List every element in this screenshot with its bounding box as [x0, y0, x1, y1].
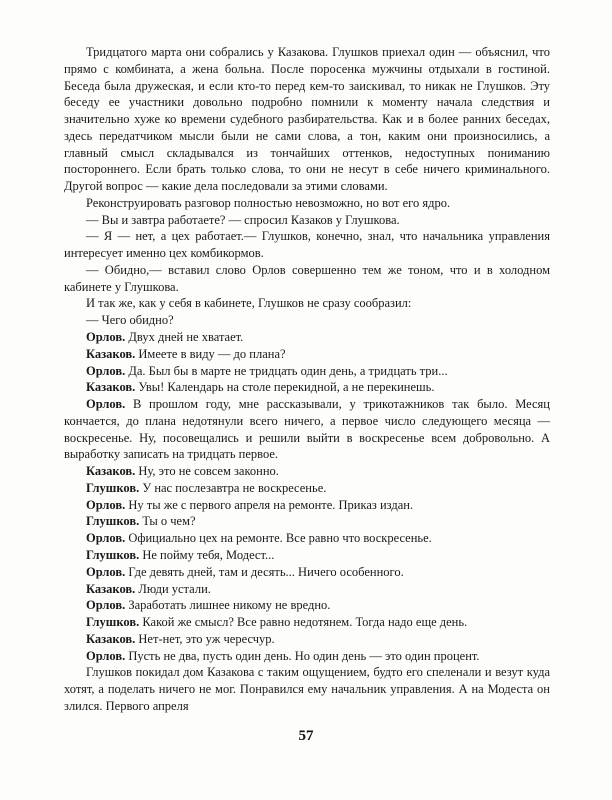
speaker-name: Орлов. — [86, 330, 126, 345]
paragraph-text: Официально цех на ремонте. Все равно что воскресенье. — [125, 531, 432, 546]
speaker-name: Орлов. — [86, 598, 126, 613]
paragraph — [64, 228, 550, 262]
speaker-name: Казаков. — [86, 631, 136, 646]
speaker-name: Орлов. — [86, 363, 126, 378]
paragraph-text: Какой же смысл? Все равно недотянем. Тогда надо еще день. — [139, 615, 468, 630]
paragraph-text: Да. Был бы в марте не тридцать один день, а тридцать три... — [125, 363, 448, 378]
speaker-name: Орлов. — [86, 564, 126, 579]
speaker-name: Орлов. — [86, 497, 126, 512]
paragraph — [64, 664, 550, 714]
dialogue-line — [64, 363, 550, 380]
paragraph-text: Не пойму тебя, Модест... — [139, 547, 275, 562]
paragraph-text: Нет-нет, это уж чересчур. — [135, 631, 275, 646]
paragraph-text: Глушков покидал дом Казакова с таким ощущением, будто его спеленали и везут куда хотят, а поделать ничего не мог. Понравился ему начальник управления. А на Модеста он злился. Первого апреля — [64, 665, 550, 713]
speaker-name: Орлов. — [86, 397, 126, 412]
dialogue-line — [64, 379, 550, 396]
speaker-name: Орлов. — [86, 531, 126, 546]
dialogue-line — [64, 614, 550, 631]
paragraph-text: Люди устали. — [135, 581, 211, 596]
dialogue-line — [64, 480, 550, 497]
paragraph-text: И так же, как у себя в кабинете, Глушков не сразу сообразил: — [86, 296, 412, 311]
page-number: 57 — [298, 728, 314, 744]
paragraph-text: — Обидно,— вставил слово Орлов совершенно тем же тоном, что и в холодном кабинете у Глушкова. — [64, 262, 550, 294]
speaker-name: Глушков. — [86, 615, 140, 630]
paragraph-text: Где девять дней, там и десять... Ничего особенного. — [125, 564, 404, 579]
dialogue-line — [64, 463, 550, 480]
paragraph-text: В прошлом году, мне рассказывали, у трикотажников так было. Месяц кончается, до плана недотянули всего ничего, а первое число следующего месяца — воскресенье. Ну, посовещались и решили выйти в воскресенье всем добровольно. А выработку записать на тридцать первое. — [64, 397, 550, 462]
paragraph — [64, 295, 550, 312]
speaker-name: Глушков. — [86, 480, 140, 495]
body-text — [64, 44, 550, 715]
speaker-name: Глушков. — [86, 514, 140, 529]
dialogue-line — [64, 396, 550, 463]
paragraph-text: — Вы и завтра работаете? — спросил Казаков у Глушкова. — [86, 212, 400, 227]
paragraph — [64, 195, 550, 212]
paragraph-text: Двух дней не хватает. — [125, 330, 244, 345]
speaker-name: Казаков. — [86, 581, 136, 596]
paragraph-text: Заработать лишнее никому не вредно. — [125, 598, 331, 613]
paragraph-text: У нас послезавтра не воскресенье. — [139, 480, 327, 495]
dialogue-line — [64, 329, 550, 346]
dialogue-line — [64, 564, 550, 581]
paragraph-text: — Чего обидно? — [86, 313, 174, 328]
paragraph — [64, 312, 550, 329]
paragraph — [64, 212, 550, 229]
dialogue-line — [64, 346, 550, 363]
paragraph-text: Ну ты же с первого апреля на ремонте. Приказ издан. — [125, 497, 414, 512]
paragraph-text: Ну, это не совсем законно. — [135, 464, 279, 479]
paragraph-text: Имеете в виду — до плана? — [135, 346, 286, 361]
paragraph-text: — Я — нет, а цех работает.— Глушков, конечно, знал, что начальника управления интересует именно цех комбикормов. — [64, 229, 550, 261]
dialogue-line — [64, 530, 550, 547]
dialogue-line — [64, 581, 550, 598]
dialogue-line — [64, 513, 550, 530]
paragraph-text: Пусть не два, пусть один день. Но один день — это один процент. — [125, 648, 480, 663]
dialogue-line — [64, 597, 550, 614]
dialogue-line — [64, 547, 550, 564]
speaker-name: Глушков. — [86, 547, 140, 562]
dialogue-line — [64, 497, 550, 514]
paragraph-text: Увы! Календарь на столе перекидной, а не перекинешь. — [135, 380, 435, 395]
paragraph — [64, 44, 550, 195]
dialogue-line — [64, 631, 550, 648]
paragraph-text: Реконструировать разговор полностью невозможно, но вот его ядро. — [86, 195, 451, 210]
paragraph-text: Тридцатого марта они собрались у Казакова. Глушков приехал один — объяснил, что прямо с комбината, а жена больна. После поросенка мужчины отдыхали в гостиной. Беседа была дружеская, и если кто-то перед кем-то заискивал, то никак не Глушков. Эту беседу ее участники довольно подробно помнили к моменту начала следствия и значительно хуже ко времени судебного разбирательства. Как и в более ранних беседах, здесь передатчиком мысли были не сами слова, а тон, каким они произносились, а главный смысл складывался из тончайших оттенков, недоступных пониманию постороннего. Если брать только слова, то они не несут в себе ничего криминального. Другой вопрос — какие дела последовали за этими словами. — [64, 45, 550, 194]
speaker-name: Орлов. — [86, 648, 126, 663]
speaker-name: Казаков. — [86, 464, 136, 479]
speaker-name: Казаков. — [86, 346, 136, 361]
paragraph-text: Ты о чем? — [139, 514, 196, 529]
speaker-name: Казаков. — [86, 380, 136, 395]
dialogue-line — [64, 648, 550, 665]
paragraph — [64, 262, 550, 296]
